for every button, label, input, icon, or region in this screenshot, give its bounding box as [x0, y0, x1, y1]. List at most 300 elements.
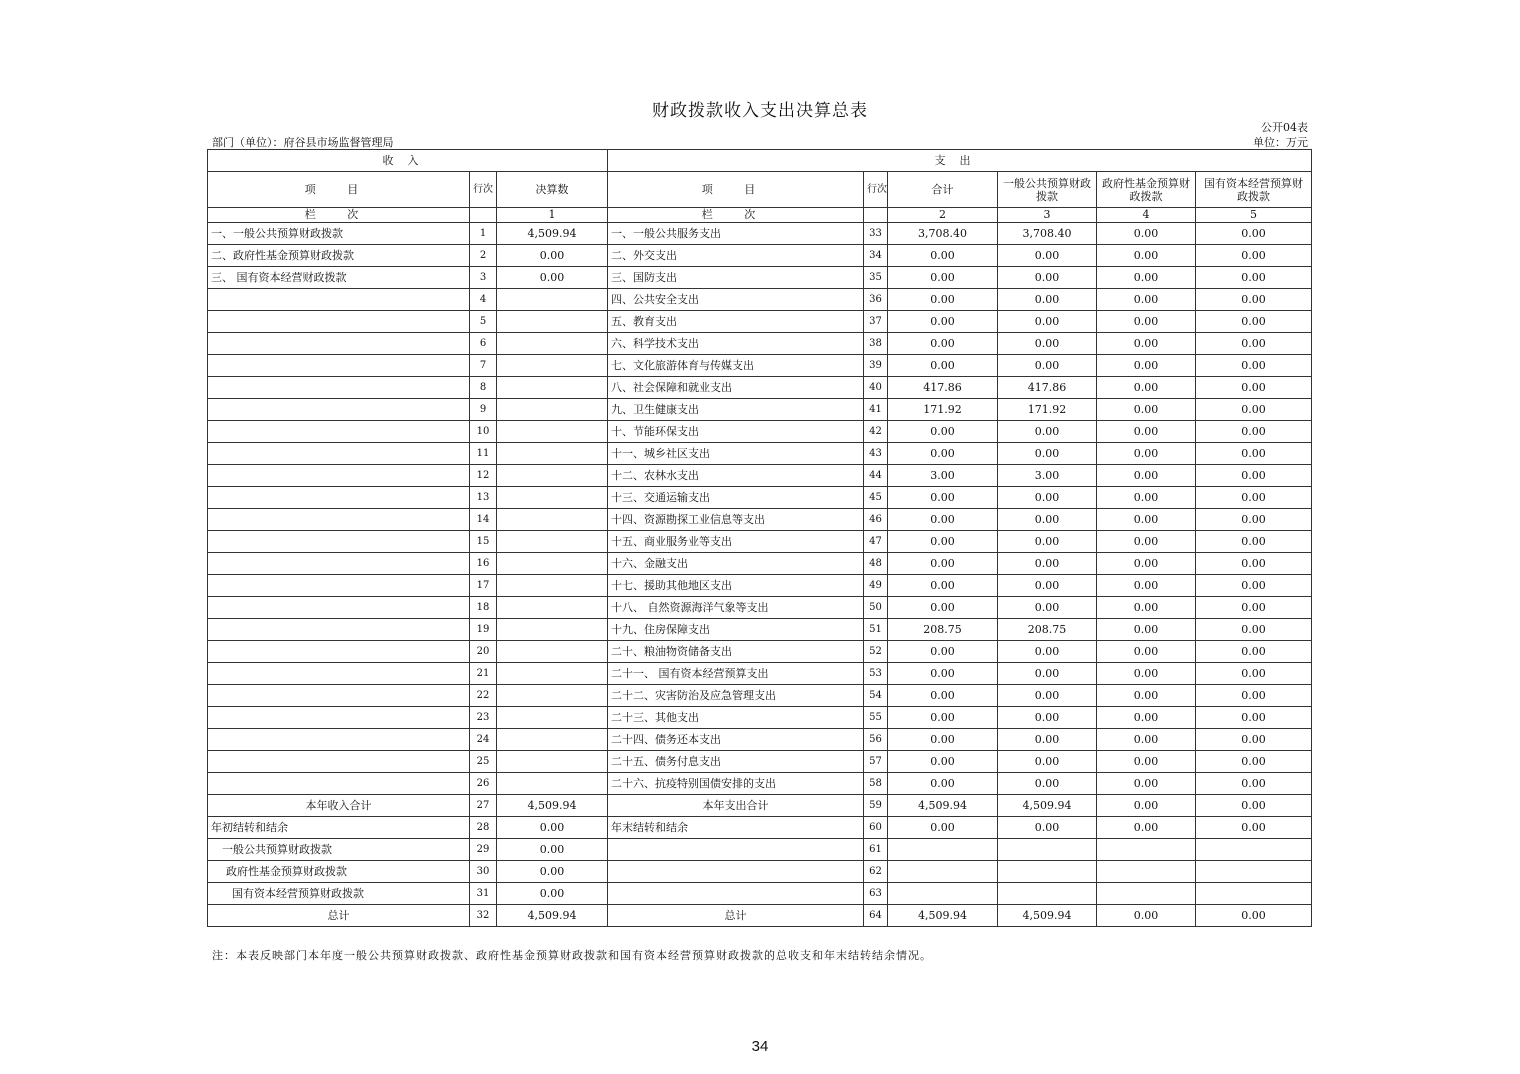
gov-fund-cell: 0.00	[1097, 531, 1196, 553]
expense-item-cell: 十四、资源勘探工业信息等支出	[608, 509, 864, 531]
income-item-cell: 本年收入合计	[208, 795, 470, 817]
gov-fund-cell: 0.00	[1097, 377, 1196, 399]
income-amount-cell	[497, 597, 608, 619]
income-rowno-cell: 26	[470, 773, 497, 795]
page-title: 财政拨款收入支出决算总表	[652, 101, 868, 121]
expense-section-header: 支出	[608, 150, 1312, 172]
gov-fund-cell: 0.00	[1097, 817, 1196, 839]
table-row	[208, 773, 1312, 795]
table-row	[208, 223, 1312, 245]
income-item-cell: 二、政府性基金预算财政拨款	[208, 245, 470, 267]
expense-total-cell: 0.00	[888, 509, 998, 531]
expense-total-cell: 171.92	[888, 399, 998, 421]
state-capital-cell: 0.00	[1196, 443, 1312, 465]
state-capital-cell: 0.00	[1196, 465, 1312, 487]
gov-fund-cell: 0.00	[1097, 289, 1196, 311]
expense-total-cell: 0.00	[888, 553, 998, 575]
table-row	[208, 641, 1312, 663]
gov-fund-cell: 0.00	[1097, 311, 1196, 333]
state-capital-cell: 0.00	[1196, 333, 1312, 355]
expense-item-cell: 五、教育支出	[608, 311, 864, 333]
expense-item-cell: 总计	[608, 905, 864, 927]
column-header-row	[208, 172, 1312, 208]
state-capital-cell: 0.00	[1196, 795, 1312, 817]
general-public-cell: 0.00	[998, 487, 1097, 509]
expense-total-cell	[888, 861, 998, 883]
income-lanci: 栏 次	[208, 208, 470, 223]
state-capital-cell: 0.00	[1196, 663, 1312, 685]
income-rowno-cell: 29	[470, 839, 497, 861]
table-row	[208, 751, 1312, 773]
expense-item-cell: 七、文化旅游体育与传媒支出	[608, 355, 864, 377]
expense-total-cell	[888, 839, 998, 861]
state-capital-cell: 0.00	[1196, 553, 1312, 575]
state-capital-cell: 0.00	[1196, 685, 1312, 707]
gov-fund-cell: 0.00	[1097, 245, 1196, 267]
expense-item-cell: 二十四、债务还本支出	[608, 729, 864, 751]
general-public-header: 一般公共预算财政拨款	[998, 172, 1097, 208]
expense-rowno-cell: 44	[864, 465, 888, 487]
gov-fund-cell: 0.00	[1097, 223, 1196, 245]
expense-item-cell	[608, 839, 864, 861]
col-index-4: 4	[1097, 208, 1196, 223]
col-index-5: 5	[1196, 208, 1312, 223]
table-row	[208, 685, 1312, 707]
expense-total-cell: 0.00	[888, 487, 998, 509]
expense-item-cell: 十六、金融支出	[608, 553, 864, 575]
income-amount-cell: 4,509.94	[497, 905, 608, 927]
income-item-cell	[208, 751, 470, 773]
income-rowno-cell: 21	[470, 663, 497, 685]
table-row	[208, 289, 1312, 311]
income-amount-cell	[497, 619, 608, 641]
income-item-cell	[208, 289, 470, 311]
income-item-cell: 年初结转和结余	[208, 817, 470, 839]
income-amount-cell: 4,509.94	[497, 795, 608, 817]
expense-item-header: 项 目	[608, 172, 864, 208]
expense-rowno-cell: 51	[864, 619, 888, 641]
state-capital-cell: 0.00	[1196, 597, 1312, 619]
general-public-cell: 4,509.94	[998, 795, 1097, 817]
state-capital-cell: 0.00	[1196, 509, 1312, 531]
expense-total-cell: 0.00	[888, 641, 998, 663]
expense-item-cell: 二、外交支出	[608, 245, 864, 267]
expense-total-cell: 0.00	[888, 443, 998, 465]
income-amount-cell: 0.00	[497, 817, 608, 839]
income-rowno-cell: 19	[470, 619, 497, 641]
income-item-cell	[208, 575, 470, 597]
income-rowno-cell: 25	[470, 751, 497, 773]
expense-lanci-no	[864, 208, 888, 223]
table-row	[208, 619, 1312, 641]
expense-item-cell: 十九、住房保障支出	[608, 619, 864, 641]
general-public-cell: 0.00	[998, 289, 1097, 311]
expense-rowno-cell: 64	[864, 905, 888, 927]
table-row	[208, 553, 1312, 575]
table-row	[208, 663, 1312, 685]
table-row	[208, 399, 1312, 421]
general-public-cell: 0.00	[998, 773, 1097, 795]
expense-rowno-cell: 60	[864, 817, 888, 839]
gov-fund-cell: 0.00	[1097, 421, 1196, 443]
gov-fund-cell: 0.00	[1097, 707, 1196, 729]
general-public-cell: 0.00	[998, 575, 1097, 597]
income-lanci-no	[470, 208, 497, 223]
expense-rowno-cell: 43	[864, 443, 888, 465]
expense-total-cell	[888, 883, 998, 905]
table-row	[208, 311, 1312, 333]
expense-rowno-cell: 46	[864, 509, 888, 531]
expense-total-cell: 0.00	[888, 663, 998, 685]
income-item-cell	[208, 487, 470, 509]
table-row	[208, 509, 1312, 531]
income-item-cell: 国有资本经营预算财政拨款	[208, 883, 470, 905]
table-row	[208, 839, 1312, 861]
income-item-cell: 三、 国有资本经营财政拨款	[208, 267, 470, 289]
income-amount-cell: 0.00	[497, 839, 608, 861]
table-row	[208, 377, 1312, 399]
state-capital-header: 国有资本经营预算财政拨款	[1196, 172, 1312, 208]
expense-rowno-cell: 33	[864, 223, 888, 245]
income-rowno-cell: 15	[470, 531, 497, 553]
income-rowno-header: 行次	[470, 172, 497, 208]
income-item-cell	[208, 509, 470, 531]
income-rowno-cell: 9	[470, 399, 497, 421]
income-item-cell	[208, 707, 470, 729]
col-index-3: 3	[998, 208, 1097, 223]
expense-item-cell: 十三、交通运输支出	[608, 487, 864, 509]
general-public-cell	[998, 839, 1097, 861]
expense-item-cell: 一、一般公共服务支出	[608, 223, 864, 245]
income-amount-cell	[497, 289, 608, 311]
income-item-cell	[208, 311, 470, 333]
state-capital-cell: 0.00	[1196, 223, 1312, 245]
gov-fund-cell: 0.00	[1097, 509, 1196, 531]
expense-total-cell: 0.00	[888, 245, 998, 267]
state-capital-cell: 0.00	[1196, 421, 1312, 443]
expense-rowno-cell: 49	[864, 575, 888, 597]
expense-total-cell: 3.00	[888, 465, 998, 487]
table-row	[208, 883, 1312, 905]
gov-fund-header: 政府性基金预算财政拨款	[1097, 172, 1196, 208]
income-item-cell	[208, 333, 470, 355]
expense-total-cell: 4,509.94	[888, 795, 998, 817]
expense-total-cell: 0.00	[888, 707, 998, 729]
table-row	[208, 597, 1312, 619]
general-public-cell: 0.00	[998, 531, 1097, 553]
income-amount-cell	[497, 685, 608, 707]
expense-total-cell: 0.00	[888, 355, 998, 377]
expense-total-cell: 417.86	[888, 377, 998, 399]
general-public-cell: 0.00	[998, 641, 1097, 663]
general-public-cell: 0.00	[998, 355, 1097, 377]
state-capital-cell: 0.00	[1196, 355, 1312, 377]
expense-rowno-cell: 59	[864, 795, 888, 817]
state-capital-cell: 0.00	[1196, 377, 1312, 399]
state-capital-cell	[1196, 839, 1312, 861]
table-row	[208, 333, 1312, 355]
income-amount-cell	[497, 773, 608, 795]
form-number: 公开04表	[1261, 121, 1308, 134]
expense-total-cell: 0.00	[888, 421, 998, 443]
expense-item-cell: 十二、农林水支出	[608, 465, 864, 487]
expense-item-cell: 二十二、灾害防治及应急管理支出	[608, 685, 864, 707]
expense-rowno-cell: 45	[864, 487, 888, 509]
income-rowno-cell: 3	[470, 267, 497, 289]
income-amount-cell: 0.00	[497, 883, 608, 905]
gov-fund-cell: 0.00	[1097, 663, 1196, 685]
gov-fund-cell: 0.00	[1097, 773, 1196, 795]
expense-total-cell: 0.00	[888, 531, 998, 553]
general-public-cell: 3.00	[998, 465, 1097, 487]
income-rowno-cell: 8	[470, 377, 497, 399]
expense-total-cell: 208.75	[888, 619, 998, 641]
table-footnote: 注：本表反映部门本年度一般公共预算财政拨款、政府性基金预算财政拨款和国有资本经营预算财政拨款的总收支和年末结转结余情况。	[212, 949, 932, 962]
expense-rowno-header: 行次	[864, 172, 888, 208]
table-row	[208, 267, 1312, 289]
page-number: 34	[751, 1038, 769, 1055]
income-amount-cell	[497, 509, 608, 531]
income-amount-cell	[497, 311, 608, 333]
expense-item-cell: 四、公共安全支出	[608, 289, 864, 311]
income-rowno-cell: 18	[470, 597, 497, 619]
expense-item-cell: 二十三、其他支出	[608, 707, 864, 729]
expense-item-cell: 二十一、 国有资本经营预算支出	[608, 663, 864, 685]
income-amount-cell	[497, 531, 608, 553]
general-public-cell: 0.00	[998, 245, 1097, 267]
expense-total-cell: 0.00	[888, 333, 998, 355]
general-public-cell	[998, 883, 1097, 905]
state-capital-cell: 0.00	[1196, 487, 1312, 509]
table-row	[208, 795, 1312, 817]
income-rowno-cell: 1	[470, 223, 497, 245]
gov-fund-cell: 0.00	[1097, 399, 1196, 421]
gov-fund-cell: 0.00	[1097, 619, 1196, 641]
expense-item-cell: 本年支出合计	[608, 795, 864, 817]
expense-rowno-cell: 47	[864, 531, 888, 553]
expense-total-cell: 0.00	[888, 575, 998, 597]
general-public-cell: 417.86	[998, 377, 1097, 399]
income-item-cell	[208, 729, 470, 751]
income-amount-cell: 4,509.94	[497, 223, 608, 245]
state-capital-cell: 0.00	[1196, 289, 1312, 311]
expense-item-cell: 六、科学技术支出	[608, 333, 864, 355]
expense-rowno-cell: 61	[864, 839, 888, 861]
state-capital-cell: 0.00	[1196, 707, 1312, 729]
expense-rowno-cell: 58	[864, 773, 888, 795]
gov-fund-cell: 0.00	[1097, 355, 1196, 377]
income-rowno-cell: 30	[470, 861, 497, 883]
general-public-cell: 171.92	[998, 399, 1097, 421]
column-index-row	[208, 208, 1312, 223]
general-public-cell: 0.00	[998, 267, 1097, 289]
income-item-cell	[208, 641, 470, 663]
expense-rowno-cell: 35	[864, 267, 888, 289]
expense-total-cell: 0.00	[888, 597, 998, 619]
gov-fund-cell: 0.00	[1097, 597, 1196, 619]
income-item-cell	[208, 773, 470, 795]
general-public-cell: 0.00	[998, 817, 1097, 839]
gov-fund-cell: 0.00	[1097, 685, 1196, 707]
expense-rowno-cell: 41	[864, 399, 888, 421]
income-rowno-cell: 13	[470, 487, 497, 509]
income-item-cell	[208, 619, 470, 641]
income-rowno-cell: 20	[470, 641, 497, 663]
state-capital-cell: 0.00	[1196, 751, 1312, 773]
gov-fund-cell	[1097, 883, 1196, 905]
income-item-cell: 一、一般公共预算财政拨款	[208, 223, 470, 245]
income-rowno-cell: 22	[470, 685, 497, 707]
expense-rowno-cell: 56	[864, 729, 888, 751]
state-capital-cell: 0.00	[1196, 905, 1312, 927]
state-capital-cell	[1196, 861, 1312, 883]
expense-item-cell: 九、卫生健康支出	[608, 399, 864, 421]
general-public-cell: 0.00	[998, 443, 1097, 465]
state-capital-cell: 0.00	[1196, 311, 1312, 333]
table-row	[208, 729, 1312, 751]
income-amount-cell: 0.00	[497, 267, 608, 289]
expense-lanci: 栏 次	[608, 208, 864, 223]
income-amount-cell	[497, 399, 608, 421]
income-rowno-cell: 7	[470, 355, 497, 377]
gov-fund-cell: 0.00	[1097, 487, 1196, 509]
expense-total-cell: 3,708.40	[888, 223, 998, 245]
income-item-cell	[208, 465, 470, 487]
expense-item-cell: 十八、 自然资源海洋气象等支出	[608, 597, 864, 619]
expense-rowno-cell: 42	[864, 421, 888, 443]
expense-total-cell: 0.00	[888, 817, 998, 839]
general-public-cell: 208.75	[998, 619, 1097, 641]
state-capital-cell	[1196, 883, 1312, 905]
income-amount-cell	[497, 729, 608, 751]
income-item-cell: 政府性基金预算财政拨款	[208, 861, 470, 883]
expense-item-cell: 二十六、抗疫特别国债安排的支出	[608, 773, 864, 795]
expense-total-cell: 4,509.94	[888, 905, 998, 927]
gov-fund-cell: 0.00	[1097, 641, 1196, 663]
gov-fund-cell: 0.00	[1097, 795, 1196, 817]
gov-fund-cell: 0.00	[1097, 333, 1196, 355]
income-item-cell	[208, 421, 470, 443]
expense-item-cell: 十、节能环保支出	[608, 421, 864, 443]
expense-item-cell: 二十、粮油物资储备支出	[608, 641, 864, 663]
expense-item-cell	[608, 861, 864, 883]
table-row	[208, 421, 1312, 443]
expense-item-cell: 八、社会保障和就业支出	[608, 377, 864, 399]
income-rowno-cell: 24	[470, 729, 497, 751]
total-header: 合计	[888, 172, 998, 208]
income-item-cell	[208, 377, 470, 399]
income-item-cell	[208, 685, 470, 707]
income-amount-cell	[497, 421, 608, 443]
income-rowno-cell: 5	[470, 311, 497, 333]
expense-total-cell: 0.00	[888, 289, 998, 311]
unit-label: 单位：万元	[1253, 136, 1308, 149]
expense-total-cell: 0.00	[888, 729, 998, 751]
income-amount-cell: 0.00	[497, 861, 608, 883]
income-rowno-cell: 4	[470, 289, 497, 311]
general-public-cell: 0.00	[998, 663, 1097, 685]
general-public-cell: 0.00	[998, 421, 1097, 443]
general-public-cell: 0.00	[998, 685, 1097, 707]
gov-fund-cell	[1097, 861, 1196, 883]
expense-rowno-cell: 37	[864, 311, 888, 333]
income-amount-cell	[497, 355, 608, 377]
expense-item-cell: 十五、商业服务业等支出	[608, 531, 864, 553]
income-rowno-cell: 17	[470, 575, 497, 597]
income-section-header: 收入	[208, 150, 608, 172]
final-amount-header: 决算数	[497, 172, 608, 208]
income-item-cell	[208, 553, 470, 575]
expense-item-cell: 十七、援助其他地区支出	[608, 575, 864, 597]
income-rowno-cell: 6	[470, 333, 497, 355]
income-amount-cell	[497, 553, 608, 575]
state-capital-cell: 0.00	[1196, 575, 1312, 597]
income-item-cell	[208, 399, 470, 421]
table-row	[208, 355, 1312, 377]
income-rowno-cell: 10	[470, 421, 497, 443]
general-public-cell	[998, 861, 1097, 883]
state-capital-cell: 0.00	[1196, 641, 1312, 663]
general-public-cell: 0.00	[998, 509, 1097, 531]
income-amount-cell	[497, 641, 608, 663]
expense-total-cell: 0.00	[888, 773, 998, 795]
expense-rowno-cell: 48	[864, 553, 888, 575]
expense-rowno-cell: 38	[864, 333, 888, 355]
gov-fund-cell: 0.00	[1097, 465, 1196, 487]
income-item-cell	[208, 597, 470, 619]
col-index-1: 1	[497, 208, 608, 223]
gov-fund-cell: 0.00	[1097, 267, 1196, 289]
gov-fund-cell: 0.00	[1097, 443, 1196, 465]
state-capital-cell: 0.00	[1196, 619, 1312, 641]
expense-rowno-cell: 34	[864, 245, 888, 267]
income-amount-cell	[497, 707, 608, 729]
general-public-cell: 0.00	[998, 751, 1097, 773]
state-capital-cell: 0.00	[1196, 245, 1312, 267]
income-amount-cell	[497, 663, 608, 685]
expense-rowno-cell: 50	[864, 597, 888, 619]
expense-item-cell: 年末结转和结余	[608, 817, 864, 839]
income-amount-cell	[497, 465, 608, 487]
expense-item-cell: 三、国防支出	[608, 267, 864, 289]
state-capital-cell: 0.00	[1196, 399, 1312, 421]
expense-rowno-cell: 57	[864, 751, 888, 773]
general-public-cell: 0.00	[998, 311, 1097, 333]
income-rowno-cell: 32	[470, 905, 497, 927]
budget-table	[207, 149, 1312, 927]
income-item-cell	[208, 443, 470, 465]
income-amount-cell	[497, 487, 608, 509]
gov-fund-cell: 0.00	[1097, 575, 1196, 597]
expense-total-cell: 0.00	[888, 685, 998, 707]
expense-rowno-cell: 63	[864, 883, 888, 905]
gov-fund-cell: 0.00	[1097, 553, 1196, 575]
gov-fund-cell: 0.00	[1097, 905, 1196, 927]
state-capital-cell: 0.00	[1196, 531, 1312, 553]
income-item-cell: 一般公共预算财政拨款	[208, 839, 470, 861]
state-capital-cell: 0.00	[1196, 773, 1312, 795]
table-row	[208, 817, 1312, 839]
general-public-cell: 0.00	[998, 553, 1097, 575]
income-rowno-cell: 28	[470, 817, 497, 839]
table-row	[208, 707, 1312, 729]
gov-fund-cell: 0.00	[1097, 729, 1196, 751]
table-row	[208, 531, 1312, 553]
expense-rowno-cell: 62	[864, 861, 888, 883]
income-rowno-cell: 16	[470, 553, 497, 575]
expense-rowno-cell: 36	[864, 289, 888, 311]
general-public-cell: 0.00	[998, 729, 1097, 751]
